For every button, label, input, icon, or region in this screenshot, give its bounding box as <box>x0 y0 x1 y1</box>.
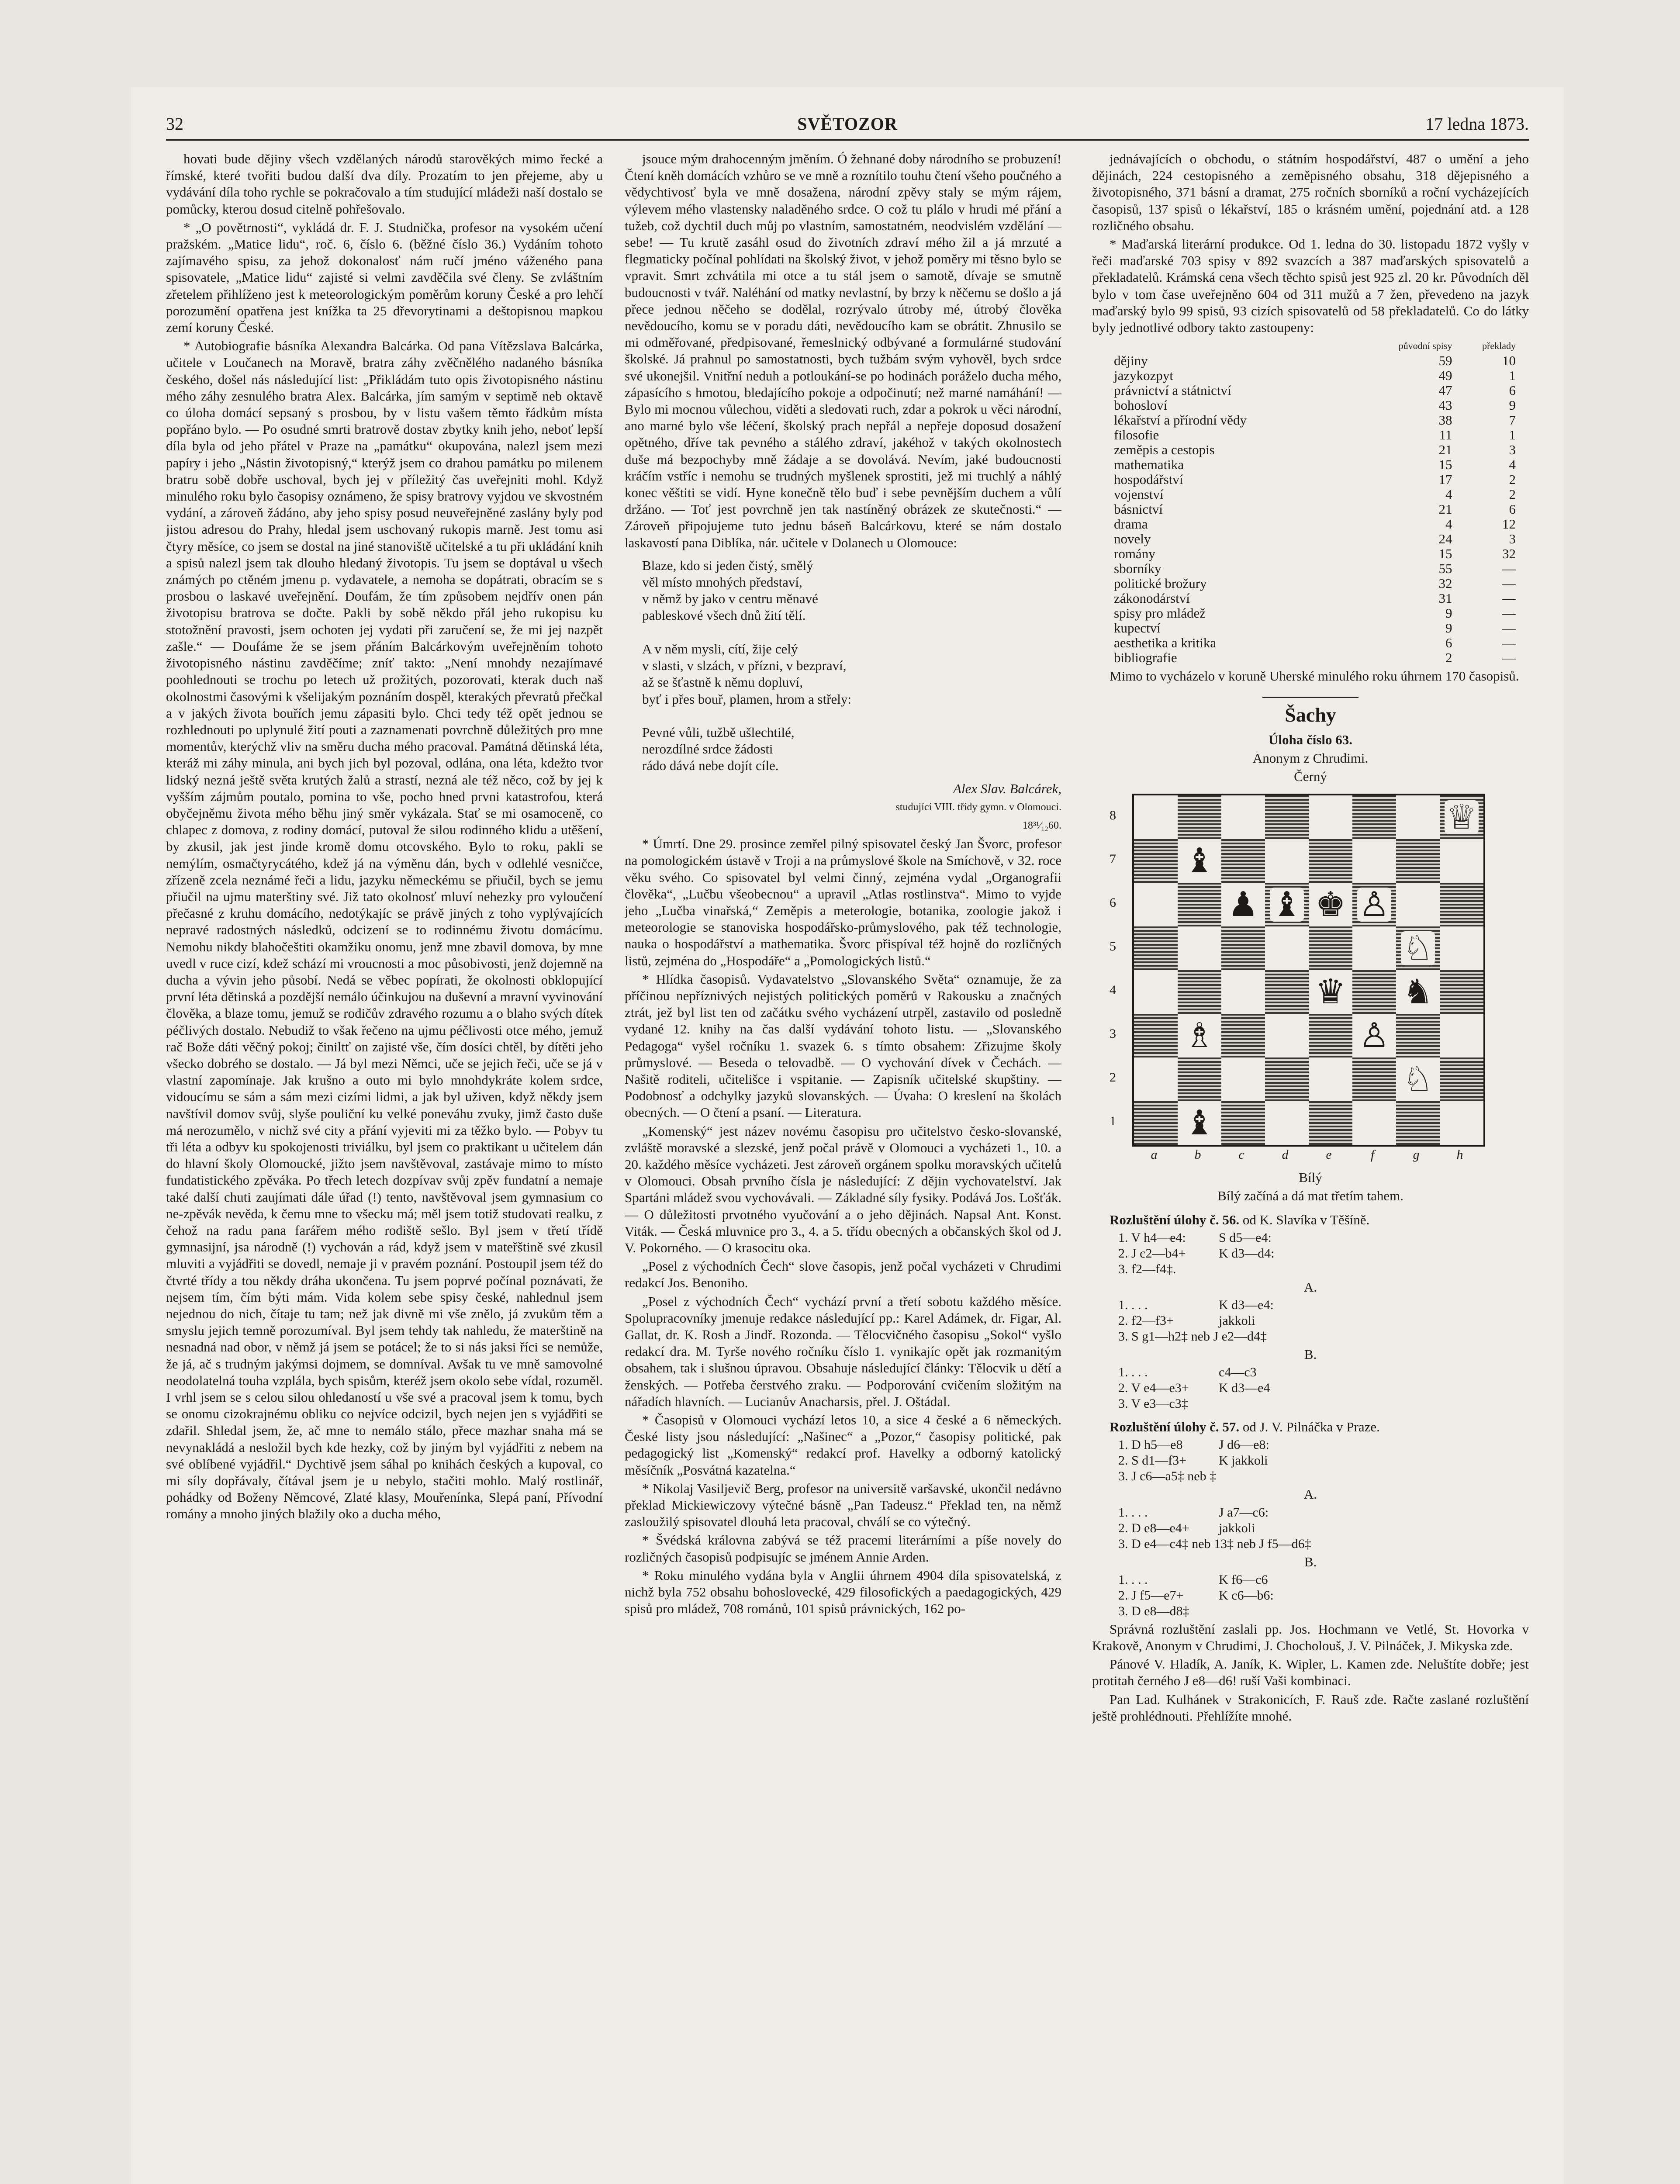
variant-label: B. <box>1304 1347 1317 1362</box>
board-square <box>1309 970 1352 1014</box>
table-cell: 15 <box>1438 546 1452 562</box>
column-1 <box>166 151 603 2177</box>
board-square <box>1265 1057 1309 1101</box>
white-move: 1. . . . <box>1118 1365 1148 1380</box>
board-square <box>1309 795 1352 839</box>
table-cell: 32 <box>1502 546 1516 562</box>
paragraph: „Komenský“ jest název novému časopisu pro učitelstvo česko-slovanské, zvláště moravské a slezské, jenž počal právě v Olomouci a vycházeti 1., 10. a 20. každého měsíce vycházeti. Jest zároveň orgánem spolku moravských učitelů v Olomouci. Obsah prvního čísla je následující: Z dějin vychovatelství. Jak Spartáni mládež svou vychovávali. — Základné síly fysiky. Podává Jos. Lošťák. — O důležitosti prvotného vyučování a o jeho dějinách. Napsal Ant. Konst. Viták. — Česká mluvnice pro 3., 4. a 5. třídu obecných a občanských škol od J. V. Pokorného. — O krasocitu oka. <box>625 1123 1061 1255</box>
table-cell: 4 <box>1445 487 1452 502</box>
paragraph: * Maďarská literární produkce. Od 1. ledna do 30. listopadu 1872 vyšly v řeči maďarské 703 spisy v 892 svazcích a 387 maďarských spisovatelů a překladatelů. Krámská cena všech těchto spisů jest 925 zl. 20 kr. Původních děl bylo v tom čase uveřejněno 604 od 311 mužů a 7 žen, převedeno na jazyk maďarský bylo 99 spisů, 93 cizích spisovatelů od 58 překladatelů. Co do látky byly jednotlivé odbory takto zastoupeny: <box>1092 236 1529 335</box>
file-label: b <box>1194 1147 1201 1162</box>
board-square <box>1265 795 1309 839</box>
table-row <box>1110 606 1520 621</box>
table-row <box>1110 398 1520 413</box>
table-cell: 31 <box>1438 591 1452 606</box>
board-square <box>1309 1014 1352 1057</box>
board-square <box>1352 883 1396 926</box>
table-cell: 9 <box>1445 620 1452 636</box>
board-square <box>1352 795 1396 839</box>
table-cell: 9 <box>1445 605 1452 621</box>
file-label: h <box>1456 1147 1463 1162</box>
white-move: 3. J c6—a5‡ neb ‡ <box>1118 1469 1217 1484</box>
chess-task-author: Anonym z Chrudimi. <box>1252 750 1369 766</box>
black-move: jakkoli <box>1219 1521 1255 1535</box>
chess-piece: ♘ <box>1401 931 1435 965</box>
rank-label: 3 <box>1110 1026 1116 1041</box>
board-square <box>1440 883 1483 926</box>
solution-move <box>1118 1230 1529 1246</box>
rank-label: 8 <box>1110 808 1116 823</box>
board-square <box>1440 839 1483 883</box>
white-move: 3. V e3—c3‡ <box>1118 1396 1188 1411</box>
table-cell: 7 <box>1509 412 1516 428</box>
table-cell: 49 <box>1438 368 1452 384</box>
table-row <box>1110 353 1520 368</box>
variant-label: B. <box>1304 1554 1317 1569</box>
poem: Blaze, kdo si jeden čistý, smělý věl místo mnohých představí, v němž by jako v centru měnavé pableskové všech dnů žití tělí. A v něm mysli, cítí, žije celý v slasti, v slzách, v přízni, v bezpraví, až se šťastně k němu dopluví, byť i přes bouř, plamen, hrom a střely: Pevné vůli, tužbě ušlechtilé, nerozdílné srdce žádosti rádo dává nebe dojít cíle. <box>642 557 852 774</box>
solution-move <box>1118 1365 1529 1380</box>
board-square <box>1178 1101 1221 1145</box>
file-label: c <box>1238 1147 1244 1162</box>
table-cell: 6 <box>1509 383 1516 398</box>
board-square <box>1309 1101 1352 1145</box>
table-cell: 21 <box>1438 501 1452 517</box>
paragraph: * Švédská královna zabývá se též pracemi literárními a píše novely do rozličných časopisů podpisujíc se jménem Annie Arden. <box>625 1532 1061 1565</box>
note-paragraph: Pan Lad. Kulhánek v Strakonicích, F. Rauš zde. Račte zaslané rozluštění ještě prohlédnouti. Přehlížíte mnohé. <box>1092 1691 1529 1724</box>
table-cell: 43 <box>1438 397 1452 413</box>
board-square <box>1352 926 1396 970</box>
table-cell: 59 <box>1438 353 1452 369</box>
table-cell: 2 <box>1445 650 1452 666</box>
table-cell: 15 <box>1438 457 1452 473</box>
board-square <box>1440 1014 1483 1057</box>
black-move: K d3—e4 <box>1219 1381 1270 1396</box>
board-square <box>1265 839 1309 883</box>
table-cell: 2 <box>1509 472 1516 487</box>
board-square <box>1134 1014 1178 1057</box>
black-move: J a7—c6: <box>1219 1505 1269 1520</box>
table-row <box>1110 442 1520 457</box>
board-square <box>1265 926 1309 970</box>
literature-table <box>1110 339 1520 665</box>
table-cell: 1 <box>1509 427 1516 443</box>
white-move: 2. V e4—e3+ <box>1118 1381 1189 1396</box>
solution-move <box>1118 1453 1529 1469</box>
board-square <box>1221 970 1265 1014</box>
chess-piece: ♝ <box>1182 1106 1217 1140</box>
table-cell: — <box>1502 591 1516 606</box>
black-move: K d3—d4: <box>1219 1246 1275 1261</box>
black-move: J d6—e8: <box>1219 1438 1269 1452</box>
white-move: 3. f2—f4‡. <box>1118 1261 1176 1276</box>
table-cell: právnictví a státnictví <box>1114 383 1231 398</box>
table-cell: spisy pro mládež <box>1114 605 1206 621</box>
solution-move <box>1118 1261 1529 1277</box>
chess-piece: ♝ <box>1270 888 1304 922</box>
board-square <box>1221 1101 1265 1145</box>
table-cell: — <box>1502 576 1516 591</box>
table-header: překlady <box>1482 340 1516 352</box>
board-square <box>1134 795 1178 839</box>
table-cell: básnictví <box>1114 501 1163 517</box>
board-square <box>1265 970 1309 1014</box>
chess-piece: ♗ <box>1182 1019 1217 1053</box>
table-cell: novely <box>1114 531 1151 547</box>
solution-block <box>1118 1437 1529 1484</box>
white-move: 2. S d1—f3+ <box>1118 1453 1187 1468</box>
poem-signature-note: studující VIII. třídy gymn. v Olomouci. <box>895 801 1061 813</box>
solution-move <box>1118 1396 1529 1412</box>
paragraph: * Roku minulého vydána byla v Anglii úhrnem 4904 díla spisovatelská, z nichž byla 752 obsahu bohoslovecké, 429 filosofických a paedagogických, 429 spisů pro mládež, 708 románů, 101 spisů právnických, 162 po- <box>625 1567 1061 1617</box>
white-move: 1. . . . <box>1118 1298 1148 1313</box>
white-side-label: Bílý <box>1299 1170 1322 1185</box>
black-move: K d3—e4: <box>1219 1298 1274 1313</box>
solution-move <box>1118 1313 1529 1329</box>
table-cell: bibliografie <box>1114 650 1177 666</box>
table-cell: dějiny <box>1114 353 1148 369</box>
solution-move <box>1118 1246 1529 1261</box>
solution-move <box>1118 1329 1529 1344</box>
paragraph: * „O povětrnosti“, vykládá dr. F. J. Studnička, profesor na vysokém učení pražském. „Matice lidu“, roč. 6, číslo 6. (běžné číslo 36.) Vydáním tohoto zajímavého spisu, za jehož dokonalosť nám ručí jméno váženého pana spisovatele, „Matice lidu“ zajisté si velmi zavděčila své členy. Se zvláštním zřetelem přihlíženo jest k meteorologickým poměrům koruny České a pro lehčí porozumění opatřena jest knížka ta 25 dřevorytinami a deštopisnou mapkou zemí koruny České. <box>166 219 603 335</box>
chess-instruction: Bílý začíná a dá mat třetím tahem. <box>1217 1188 1404 1204</box>
chess-piece: ♙ <box>1357 1019 1391 1053</box>
solution-57-heading: Rozluštění úlohy č. 57. od J. V. Pilnáčka v Praze. <box>1110 1419 1380 1435</box>
white-move: 1. . . . <box>1118 1505 1148 1520</box>
table-cell: sborníky <box>1114 561 1161 577</box>
white-move: 2. J c2—b4+ <box>1118 1246 1186 1261</box>
table-cell: hospodářství <box>1114 472 1183 487</box>
black-side-label: Černý <box>1294 769 1327 784</box>
solution-move <box>1118 1603 1529 1619</box>
solution-56-heading: Rozluštění úlohy č. 56. od K. Slavíka v Těšíně. <box>1110 1212 1370 1227</box>
table-cell: 6 <box>1445 635 1452 651</box>
board-square <box>1265 1014 1309 1057</box>
note-paragraph: Pánové V. Hladík, A. Janík, K. Wipler, L. Kamen zde. Neluštíte dobře; jest protitah černého J e8—d6! ruší Vaši kombinaci. <box>1092 1656 1529 1689</box>
board-square <box>1396 1057 1440 1101</box>
white-move: 1. D h5—e8 <box>1118 1438 1183 1452</box>
table-cell: mathematika <box>1114 457 1184 473</box>
solution-move <box>1118 1521 1529 1536</box>
paragraph: jsouce mým drahocenným jměním. Ó žehnané doby národního se probuzení! Čtení kněh domácích vzhůro se ve mně a roznítilo touhu čtení všeho poučného a vědychtivosť byla ve mně dosažena, národní zpěvy staly se mým rájem, výlevem mého vlastensky naladěného srdce. O což tu plálo v hrudi mé přání a tužeb, což dychtil duch můj po vlastním, samostatném, neodvislém vzdělání — sebe! — Tu krutě zasáhl osud do životních zdraví mého žil a já mrzuté a flegmaticky počínal pohlídati na školský život, v jehož poměry mi těsno bylo se vpravit. Smrt zchvátila mi otce a tu stál jsem o samotě, dívaje se smutně budoucnosti v tvář. Naléhání od matky nevlastní, by brzy k něčemu se došlo a já přece jednou něčeho se dodělal, rozrývalo útroby mé, útrobý člověka nevědoucího, komu se v poradu dáti, nevědoucího kam se obrátit. Zhnusilo se mi odměřované, předpisované, řemeslnický odbývané a formulárné studování školské. Já prahnul po samostatnosti, bych tužbám svým vyhověl, bych srdce své ukonejšil. Vnitřní neduh a potloukání-se po hodinách poráželo ducha mého, zápasícího s hmotou, bledajícího pokoje a odpočinutí; než marné namáhání! — Bylo mi mocnou vůlechou, viděti a sledovati ruch, zdar a pokrok u věci národní, ano marné bylo vše léčení, školský prach nepřál a nepřeje doposud dosažení opětného, dříve tak pevného a stálého zdraví, jakéhož v takých okolnostech duše má bezpochyby mně žádaje a se dovolává. Nevím, jaké budoucnosti kráčím vstříc i nemohu se trudných myšlenek sprostiti, jež mi truchlý a náhlý konec věštiti se vidí. Hyne konečně tělo buď i sebe pevnějším duchem a vůlí držáno. — Toť jest povrchně jen tak nastíněný obrázek ze skutečnosti.“ — Zároveň připojujeme tuto jednu báseň Balcárkovu, které se nám dostalo laskavostí pana Diblíka, nár. učitele v Dolanech u Olomouce: <box>625 151 1061 550</box>
black-move: S d5—e4: <box>1219 1230 1272 1245</box>
board-square <box>1396 839 1440 883</box>
issue-date: 17 ledna 1873. <box>1425 114 1529 134</box>
table-cell: — <box>1502 620 1516 636</box>
solution-move <box>1118 1572 1529 1588</box>
board-square <box>1440 795 1483 839</box>
rank-label: 4 <box>1110 983 1116 998</box>
file-label: e <box>1326 1147 1332 1162</box>
table-cell: — <box>1502 605 1516 621</box>
board-square <box>1221 883 1265 926</box>
table-cell: 47 <box>1438 383 1452 398</box>
chess-board <box>1132 794 1485 1147</box>
variant-label: A. <box>1303 1486 1317 1502</box>
solution-move <box>1118 1536 1529 1552</box>
table-cell: 17 <box>1438 472 1452 487</box>
white-move: 3. S g1—h2‡ neb J e2—d4‡ <box>1118 1329 1267 1344</box>
table-cell: 32 <box>1438 576 1452 591</box>
white-move: 3. D e4—c4‡ neb 13‡ neb J f5—d6‡ <box>1118 1536 1311 1551</box>
table-row <box>1110 636 1520 650</box>
variant-label: A. <box>1303 1279 1317 1295</box>
white-move: 2. D e8—e4+ <box>1118 1521 1189 1535</box>
header-rule <box>166 139 1529 141</box>
chess-task-title: Úloha číslo 63. <box>1268 732 1353 747</box>
table-cell: romány <box>1114 546 1155 562</box>
divider <box>1262 697 1359 698</box>
board-square <box>1221 795 1265 839</box>
table-cell: 9 <box>1509 397 1516 413</box>
black-move: c4—c3 <box>1219 1365 1257 1380</box>
table-row <box>1110 546 1520 561</box>
solution-block <box>1118 1230 1529 1277</box>
board-square <box>1396 795 1440 839</box>
board-square <box>1396 1101 1440 1145</box>
board-square <box>1352 839 1396 883</box>
board-square <box>1178 839 1221 883</box>
table-row <box>1110 413 1520 428</box>
paragraph: „Posel z východních Čech“ slove časopis, jenž počal vycházeti v Chrudimi redakcí Jos. Benoniho. <box>625 1258 1061 1291</box>
file-label: d <box>1282 1147 1289 1162</box>
white-move: 2. f2—f3+ <box>1118 1313 1174 1328</box>
chess-piece: ♞ <box>1401 975 1435 1009</box>
table-row <box>1110 368 1520 383</box>
black-move: jakkoli <box>1219 1313 1255 1328</box>
chess-diagram <box>1110 789 1494 1182</box>
solution-block <box>1118 1505 1529 1552</box>
rank-label: 2 <box>1110 1070 1116 1085</box>
paragraph: * Časopisů v Olomouci vychází letos 10, a sice 4 české a 6 německých. České listy jsou následující: „Našinec“ a „Pozor,“ časopisy politické, pak pedagogický list „Komenský“ redakcí prof. Havelky a odborný katolický měsíčník „Posvátná kazatelna.“ <box>625 1412 1061 1478</box>
chess-heading: Šachy <box>1285 704 1336 726</box>
white-move: 1. . . . <box>1118 1572 1148 1587</box>
white-move: 1. V h4—e4: <box>1118 1230 1186 1245</box>
table-row <box>1110 621 1520 636</box>
paragraph: jednávajících o obchodu, o státním hospodářství, 487 o umění a jeho dějinách, 224 cestopisného a zeměpisného obsahu, 318 dějepisného a životopisného, 371 básní a dramat, 275 ročních sborníků a roční vycházejících časopisů, 137 spisů o lékařství, 185 o krásném umění, pojednání atd. a 128 rozličného obsahu. <box>1092 151 1529 233</box>
table-row <box>1110 428 1520 442</box>
solution-move <box>1118 1297 1529 1313</box>
table-cell: aesthetika a kritika <box>1114 635 1217 651</box>
white-move: 3. D e8—d8‡ <box>1118 1603 1189 1618</box>
board-square <box>1178 1057 1221 1101</box>
table-header: původní spisy <box>1398 340 1452 352</box>
table-row <box>1110 472 1520 487</box>
table-cell: — <box>1502 650 1516 666</box>
table-cell: 12 <box>1502 516 1516 532</box>
table-row <box>1110 383 1520 398</box>
board-square <box>1265 1101 1309 1145</box>
poem-signature: Alex Slav. Balcárek, <box>953 781 1061 796</box>
board-square <box>1309 839 1352 883</box>
chess-piece: ♚ <box>1314 888 1348 922</box>
board-square <box>1309 926 1352 970</box>
table-cell: 55 <box>1438 561 1452 577</box>
table-cell: 38 <box>1438 412 1452 428</box>
board-square <box>1265 883 1309 926</box>
board-square <box>1178 926 1221 970</box>
file-label: a <box>1151 1147 1158 1162</box>
table-cell: 2 <box>1509 487 1516 502</box>
rank-label: 6 <box>1110 895 1116 910</box>
page-header <box>166 114 1529 135</box>
table-cell: vojenství <box>1114 487 1164 502</box>
board-square <box>1440 1057 1483 1101</box>
board-square <box>1352 1057 1396 1101</box>
solution-move <box>1118 1469 1529 1484</box>
table-cell: 4 <box>1445 516 1452 532</box>
table-row <box>1110 487 1520 502</box>
table-row <box>1110 561 1520 576</box>
solution-move <box>1118 1588 1529 1603</box>
table-row <box>1110 457 1520 472</box>
rank-label: 5 <box>1110 939 1116 954</box>
table-cell: jazykozpyt <box>1114 368 1174 384</box>
paragraph: „Posel z východních Čech“ vychází první a třetí sobotu každého měsíce. Spolupracovníky jmenuje redakce následující pp.: Karel Adámek, dr. Figar, Al. Gallat, dr. K. Rosh a Jindř. Rozonda. — Tělocvičného časopisu „Sokol“ vyšlo redakcí dra. M. Tyrše nového ročníku číslo 1. vynikajíc opět jak rozmanitým obsahem, tak i slušnou úpravou. Obsahuje následující články: Tělocvik u dětí a ženských. — Potřeba čerstvého zraku. — Podporování cvičením složitým na nářadích hlavních. — Lucianův Anacharsis, přel. J. Oštádal. <box>625 1293 1061 1409</box>
board-square <box>1134 1057 1178 1101</box>
table-cell: 21 <box>1438 442 1452 458</box>
paragraph: Mimo to vycházelo v koruně Uherské minulého roku úhrnem 170 časopisů. <box>1110 668 1519 684</box>
board-square <box>1309 1057 1352 1101</box>
table-cell: drama <box>1114 516 1148 532</box>
board-square <box>1309 883 1352 926</box>
board-square <box>1134 883 1178 926</box>
solution-block <box>1118 1365 1529 1412</box>
board-square <box>1396 970 1440 1014</box>
table-cell: kupectví <box>1114 620 1161 636</box>
black-move: K f6—c6 <box>1219 1572 1268 1587</box>
rank-label: 1 <box>1110 1114 1116 1129</box>
file-labels <box>1132 1147 1482 1164</box>
chess-piece: ♟ <box>1226 888 1260 922</box>
table-cell: 24 <box>1438 531 1452 547</box>
table-cell: 3 <box>1509 531 1516 547</box>
poem-date: 18³¹⁄₁₂60. <box>1022 819 1061 831</box>
board-square <box>1352 1014 1396 1057</box>
board-square <box>1134 926 1178 970</box>
solution-move <box>1118 1380 1529 1396</box>
paragraph: * Hlídka časopisů. Vydavatelstvo „Slovanského Světa“ oznamuje, že za příčinou nepříznivých nejistých politických poměrů v Rakousku a značných ztrát, jež byl list ten od začátku svého vycházení utrpěl, zastavilo od posledně vydané 12. knihy na čas další vydávání tohoto listu. — „Slovanského Pedagoga“ vyšel ročníku 1. svazek 6. s tímto obsahem: Zřizujme školy průmyslové. — Beseda o telovadbě. — O vychování dívek v Čechách. — Našitě roditeli, učitelišce i vspitanie. — Zapisník učitelské skupštiny. — Podobnosť a odchylky jazyků slovanských. — Úvaha: O kreslení na školách obecných. — O čtení a psaní. — Literatura. <box>625 971 1061 1120</box>
board-square <box>1440 926 1483 970</box>
board-square <box>1178 1014 1221 1057</box>
table-row <box>1110 591 1520 606</box>
table-row <box>1110 576 1520 591</box>
newspaper-page <box>131 87 1564 2184</box>
board-square <box>1134 1101 1178 1145</box>
chess-piece: ♝ <box>1182 844 1217 878</box>
table-cell: zákonodárství <box>1114 591 1190 606</box>
page-number: 32 <box>166 114 183 134</box>
table-cell: bohosloví <box>1114 397 1168 413</box>
table-row <box>1110 502 1520 517</box>
solution-move <box>1118 1437 1529 1453</box>
file-label: g <box>1413 1147 1420 1162</box>
file-label: f <box>1370 1147 1375 1162</box>
board-square <box>1396 926 1440 970</box>
table-cell: — <box>1502 635 1516 651</box>
table-cell: filosofie <box>1114 427 1159 443</box>
table-cell: — <box>1502 561 1516 577</box>
table-cell: 1 <box>1509 368 1516 384</box>
paragraph: * Nikolaj Vasiljevič Berg, profesor na universitě varšavské, ukončil nedávno překlad Mickiewiczovy výtečné básně „Pan Tadeusz.“ Překlad ten, na němž zasloužilý spisovatel dlouhá leta pracoval, chválí se co výtečný. <box>625 1480 1061 1530</box>
board-square <box>1352 970 1396 1014</box>
table-cell: 3 <box>1509 442 1516 458</box>
board-square <box>1221 1014 1265 1057</box>
board-square <box>1178 970 1221 1014</box>
board-square <box>1221 926 1265 970</box>
table-cell: 4 <box>1509 457 1516 473</box>
table-cell: 6 <box>1509 501 1516 517</box>
paragraph: * Úmrtí. Dne 29. prosince zemřel pilný spisovatel český Jan Švorc, profesor na pomologickém ústavě v Troji a na průmyslové škole na Smíchově, v 32. roce věku svého. Co spisovatel byl velmi činný, zejména vydal „Organografii člověka“, „Lučbu všeobecnou“ a upravil „Atlas rostlinstva“. Mimo to vyjde jeho „Lučba vinařská,“ Zeměpis a meterologie, botanika, zoologie jakož i meteorologie se stanoviska hospodářsko-průmyslového, pak též technologie, nauka o hospodářství a mathematika. Švorc přispíval též hojně do rozličných listů, zejména do „Hospodáře“ a „Pomologických listů.“ <box>625 836 1061 968</box>
table-cell: 10 <box>1502 353 1516 369</box>
board-square <box>1396 883 1440 926</box>
table-cell: 11 <box>1439 427 1452 443</box>
table-row <box>1110 532 1520 546</box>
solution-move <box>1118 1505 1529 1521</box>
table-cell: lékařství a přírodní vědy <box>1114 412 1247 428</box>
board-square <box>1178 795 1221 839</box>
table-row <box>1110 650 1520 665</box>
board-square <box>1221 839 1265 883</box>
board-square <box>1440 970 1483 1014</box>
white-move: 2. J f5—e7+ <box>1118 1588 1184 1603</box>
journal-title: SVĚTOZOR <box>797 114 898 134</box>
board-square <box>1134 839 1178 883</box>
rank-labels <box>1110 794 1124 1143</box>
board-square <box>1396 1014 1440 1057</box>
black-move: K jakkoli <box>1219 1453 1268 1468</box>
board-square <box>1221 1057 1265 1101</box>
solvers-paragraph: Správná rozluštění zaslali pp. Jos. Hochmann ve Vetlé, St. Hovorka v Krakově, Anonym v Chrudimi, J. Chocholouš, J. V. Pilnáček, J. Mikyska zde. <box>1092 1621 1529 1654</box>
chess-piece: ♛ <box>1314 975 1348 1009</box>
rank-label: 7 <box>1110 852 1116 867</box>
paragraph: * Autobiografie básníka Alexandra Balcárka. Od pana Vítězslava Balcárka, učitele v Loučanech na Moravě, bratra záhy zvěčnělého nadaného básníka českého, došel nás následující list: „Přikládám tuto opis životopisného nástinu mého záhy zesnulého bratra Alex. Balcárka, jím samým v septimě neb oktavě co úloha domácí sepsaný s prosbou, by v listu vašem těmto řádkům místa popřáno bylo. — Po osudné smrti bratrově dostav zbytky knih jeho, neboť lepší díla byla od jeho přátel v Praze na „památku“ okupována, nalezl jsem mezi papíry i jeho „Nástin životopisný,“ kterýž jsem co drahou památku po milenem bratru sobě dobře uschoval, bych jej v příležitý čas uveřejniti mohl. Když minulého roku bylo časopisy oznámeno, že spisy bratrovy vyjdou ve skvostném vydání, a zároveň žádáno, aby jeho spisy posud neuveřejněné zaslány byly pod jistou adresou do Prahy, hledal jsem uschovaný rukopis marně. Jest tomu asi čtyry měsíce, co jsem se dostal na jiné stanoviště učitelské a tu při ukládání knih a spisů nalezl jsem tak dlouho hledaný životopis. Tu jsem se doptával u všech známých po ctěném jmenu p. vydavatele, a nemoha se dopátrati, obracím se s prosbou o laskavé uveřejnění. Doufám, že tím způsobem nejdřív onen pán životopisu bratrova se dočte. Pakli by sobě někdo přál jeho rukopisu ku stotožnění pravosti, jsem ochoten jej vydati při zaručení se, že mi jej nazpět zašle.“ — Doufáme že se jsem přáním Balcárkovým uveřejněním tohoto životopisného nástinu zavděčíme; zníť takto: „Není mnohdy nezajímavé poohlednouti se trochu po letech už prožitých, pozorovati, kterak duch naš okolnostmi časovými k všelijakým poznáním dospěl, kterakých převratů přečkal a v jakých života bouřích jemu zápasiti bylo. Chci tedy též opět jednou se rozhlednouti po uplynulé žití pouti a zaznamenati povrchně důležitých pro mne momentův, kterýchž vliv na směru ducha mého pracoval. Památná dětinská léta, kteráž mi záhy minula, ani bych jich byl pozoval, odlána, ona léta, kdežto tvor lidský nezná ještě světa krutých žalů a strastí, nezná ale též něco, což by jej k vyšším zájmům poutalo, pomina to vše, pocho hned prvni katastrofou, která obyčejněmu života mého běhu jiný směr vykázala. Stať se mi osamoceně, co chlapec z domova, z rodiny domácí, putoval že silou rodinného klidu a utěšení, by zkusil, jak jest jinde kromě domu otcovského. Bylo to roku, pakli se nemýlím, osmačtyrycátého, kdež já na výměnu dán, bych v odlehlé vesničce, zřízeně zcela neznámé řeči a lidu, jazyku německému se přiučil, bych se jemu přiučil na ujmu materštiny své. Již tato okolnosť mluví nehezky pro vyloučení přečasné z kruhu domácího, nedotýkajíc se právě jiných z toho vyplývajících nepravé radostných následků, odcizení se to rodinnému životu domácímu. Nemohu nikdy blahočeštiti okamžiku onomu, jenž mne zbavil domova, by mne uvedl v ruce cizí, kdež schází mi vroucnosti a moc působivosti, jenž dojemně na ducha a vývin jeho působí. Nedá se věbec popírati, že okolnosti obklopující první léta dětinská a pozdější nemálo účinkujou na duševní a mravní vyvinování člověka, a blaze tomu, jemuž se rodičův zdravého rozumu a o blaho svých dítek péčlivých dostalo. Nebudiž to však řečeno na ujmu péčlivosti otce mého, jemuž rač Bože dáti věčný pokoj; činiltť on zajisté vše, čím dosíci chtěl, by dítěti jeho všecko dobrého se dostalo. — Já byl mezi Němci, uče se jejich řeči, uče se já v vlastní zapomínaje. Jak krušno a outo mi bylo mnohdykráte kolem srdce, vidoucímu se sám a sám mezi cizími lidmi, a jak byl uživen, když někdy jsem navštívil domov svůj, slyše pouliční ku velké poneváhu zvuky, jimž často duše má nerozumělo, v nichž své city a přání vyjeviti mi za těžko bylo. — Pobyv tu tři léta a odbyv ku spokojenosti triviálku, byl jsem co praktikant u učitelem dán do hlavní školy Olomoucké, jižto jsem navštěvoval, zastávaje mimo to místo fundatistického zpěváka. Po třech letech dozpívav svůj zpěv fundatní a nemaje také další chuti zaujímati dále úřad (!) tento, navštěvoval jsem gymnasium co ne-zpěvák nevěda, k čemu mne to všecku má; měl jsem totiž studovati realku, z čehož na radu pana farářem mého rodiště sešlo. Byl jsem v třetí třídě gymnasijní, jsa národně (!) vychován a rád, když jsem v mateřštině své zkusil mluviti a vyjádřiti se dovedl, nemaje ji v pravém poznání. Postoupil jsem též do čtvrté třídy a tou někdy dráha ukončena. Tu jsem poprvé počínal poznávati, že nejsem tím, čím býti mám. Vida kolem sebe spisy české, nahlednul jsem nejednou do nich, čítaje tu tam; než jak divně mi vše znělo, já zvukům těm a smyslu jejich temně porozumíval. Byl jsem tehdy tak nahledu, že materštině na nesnadná nad obor, v němž já jsem se potácel; že to si nás jaksi říci se nemůže, že já, ač s trudným jakýmsi dojmem, se domníval. Avšak tu ve mně samovolné neodolatelná touha vzplála, bych spisům, kteréž jsem okolo sebe vídal, rozuměl. I vrhl jsem se s celou silou ohledaností u vše své a pracoval jsem k tomu, bych se onomu cizokrajnému obliku co nejvíce odcizil, bych nejen jen s vyjádřiti se zdařil. Shledal jsem, že, ač mne to nemálo stálo, přece mazhar snaha má se nevynakládá a nesložil bych kde hezky, což by jiným byl vyjádřiti z nebem na své oblíbené vyjádřil.“ Dychtivě jsem sáhal po knihách českých a kupoval, co mi síly dopřávaly, čítával jsem je u nebylo, stačiti mohlo. Malý rostlinář, pohádky od Boženy Němcové, Zlaté klasy, Mouřenínka, Slepá paní, Přívodní romány a mnoho jiných blažily oko a ducha mého, <box>166 338 603 1522</box>
solution-block <box>1118 1297 1529 1344</box>
board-square <box>1352 1101 1396 1145</box>
table-row <box>1110 517 1520 532</box>
table-cell: zeměpis a cestopis <box>1114 442 1215 458</box>
chess-piece: ♙ <box>1357 888 1391 922</box>
black-move: K c6—b6: <box>1219 1588 1274 1603</box>
solution-block <box>1118 1572 1529 1619</box>
column-2 <box>625 151 1061 2177</box>
board-square <box>1134 970 1178 1014</box>
paragraph: hovati bude dějiny všech vzdělaných národů starověkých mimo řecké a římské, které tvořiti budou další dva díly. Prozatím to jen přejeme, aby u vydávání díla toho rychle se pokračovalo a tím studující mládeži naší dostalo se pomůcky, kterou dosud citelně pohřešovalo. <box>166 151 603 217</box>
board-square <box>1178 883 1221 926</box>
chess-piece: ♕ <box>1445 800 1479 834</box>
column-3 <box>1092 151 1529 2177</box>
table-cell: politické brožury <box>1114 576 1207 591</box>
board-square <box>1440 1101 1483 1145</box>
chess-piece: ♘ <box>1401 1062 1435 1096</box>
